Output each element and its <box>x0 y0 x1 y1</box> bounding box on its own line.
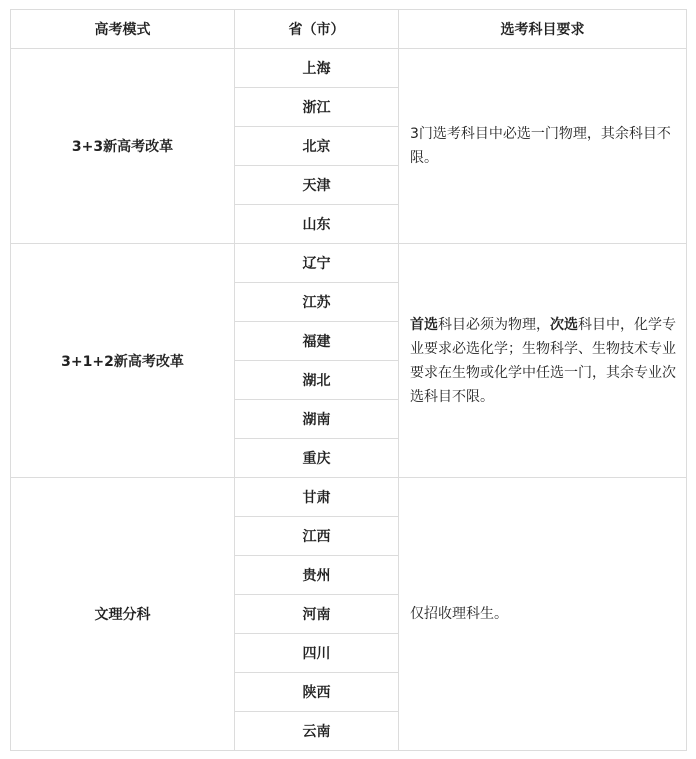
mode-cell: 3+3新高考改革 <box>11 49 235 244</box>
requirement-cell: 3门选考科目中必选一门物理，其余科目不限。 <box>399 49 687 244</box>
province-cell: 河南 <box>235 595 399 634</box>
header-mode: 高考模式 <box>11 10 235 49</box>
mode-cell: 文理分科 <box>11 478 235 751</box>
province-cell: 甘肃 <box>235 478 399 517</box>
requirement-cell: 仅招收理科生。 <box>399 478 687 751</box>
table-row <box>11 244 687 283</box>
province-cell: 北京 <box>235 127 399 166</box>
province-cell: 天津 <box>235 166 399 205</box>
first-choice-label: 首选 <box>410 316 438 333</box>
province-cell: 福建 <box>235 322 399 361</box>
province-cell: 贵州 <box>235 556 399 595</box>
province-cell: 江西 <box>235 517 399 556</box>
province-cell: 上海 <box>235 49 399 88</box>
province-cell: 四川 <box>235 634 399 673</box>
province-cell: 湖北 <box>235 361 399 400</box>
header-requirement: 选考科目要求 <box>399 10 687 49</box>
province-cell: 云南 <box>235 712 399 751</box>
province-cell: 湖南 <box>235 400 399 439</box>
province-cell: 陕西 <box>235 673 399 712</box>
province-cell: 重庆 <box>235 439 399 478</box>
province-cell: 浙江 <box>235 88 399 127</box>
header-province: 省（市） <box>235 10 399 49</box>
first-choice-text: 科目必须为物理， <box>438 316 550 333</box>
province-cell: 山东 <box>235 205 399 244</box>
table-row <box>11 478 687 517</box>
province-cell: 江苏 <box>235 283 399 322</box>
second-choice-text: 科目中，化学专业要求必选化学；生物科学、生物技术专业要求在生物或化学中任选一门，其余专业次选科目不限。 <box>410 316 676 405</box>
subject-requirements-table <box>10 9 687 751</box>
header-row <box>11 10 687 49</box>
table-row <box>11 49 687 88</box>
mode-cell: 3+1+2新高考改革 <box>11 244 235 478</box>
province-cell: 辽宁 <box>235 244 399 283</box>
second-choice-label: 次选 <box>550 316 578 333</box>
requirement-cell <box>399 244 687 478</box>
